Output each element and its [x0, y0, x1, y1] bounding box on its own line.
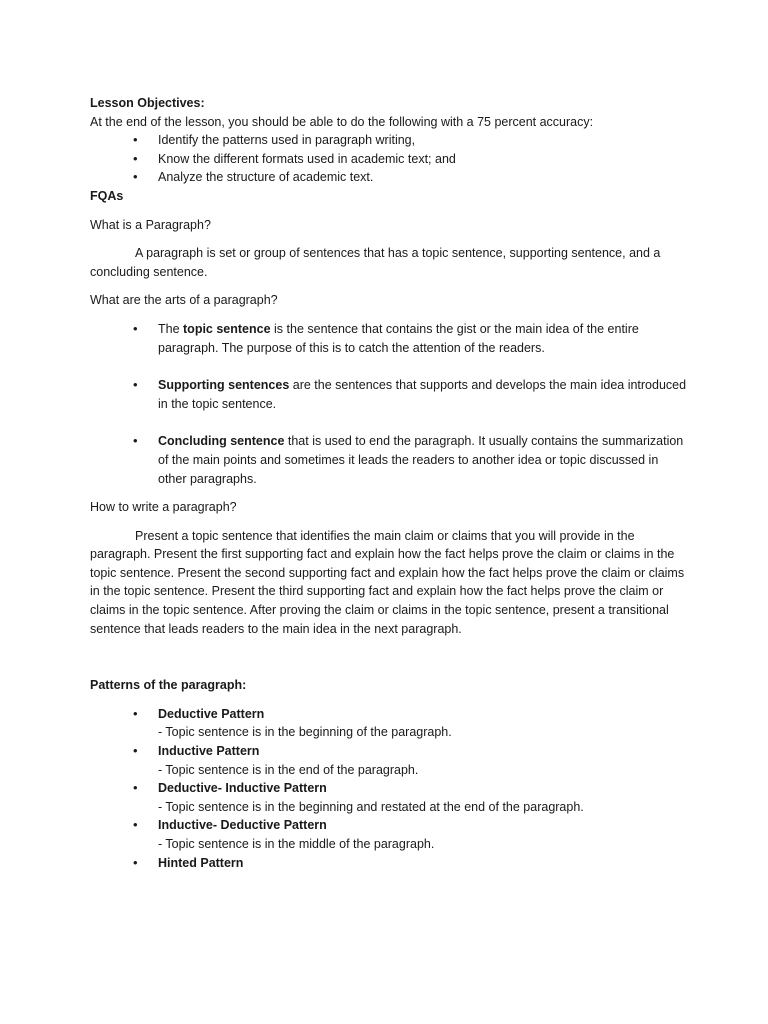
paragraph-parts-list: [90, 320, 690, 488]
list-item: [90, 150, 690, 169]
patterns-heading: Patterns of the paragraph:: [90, 678, 247, 693]
pattern-description: - Topic sentence is in the end of the paragraph.: [158, 762, 419, 777]
part-term: Concluding sentence: [158, 434, 285, 449]
part-description: is the sentence that contains the gist or the main idea of the entire paragraph. The purpose of this is to catch the attention of the readers.: [158, 321, 639, 355]
part-description: are the sentences that supports and develops the main idea introduced in the topic sentence.: [158, 378, 687, 411]
pattern-name: Deductive- Inductive Pattern: [158, 781, 327, 796]
answer-how-to-write: Present a topic sentence that identifies the main claim or claims that you will provide in the paragraph. Present the first supporting fact and explain how the fact helps prove the claim or claims in the topic sentence. Present the second supporting fact and explain how the fact helps prove the claim or claims in the topic sentence. Present the third supporting fact and explain how the fact helps prove the claim or claims in the topic sentence. After proving the claim or claims in the topic sentence, present a transitional sentence that leads readers to the main idea in the next paragraph.: [90, 528, 685, 636]
pattern-name: Deductive Pattern: [158, 706, 265, 721]
patterns-list: [90, 705, 690, 872]
pattern-name: Hinted Pattern: [158, 855, 244, 870]
list-item-text: Identify the patterns used in paragraph writing,: [158, 133, 416, 148]
list-item-text: Know the different formats used in academic text; and: [158, 151, 456, 166]
question-how-to-write: How to write a paragraph?: [90, 500, 237, 515]
list-item: [90, 320, 690, 357]
document-page: [90, 94, 690, 872]
faqs-heading: FQAs: [90, 188, 124, 203]
bullet-icon: •: [133, 433, 138, 449]
question-parts-of-paragraph: What are the arts of a paragraph?: [90, 293, 278, 308]
objectives-intro: At the end of the lesson, you should be able to do the following with a 75 percent accuracy:: [90, 114, 594, 129]
bullet-icon: •: [133, 150, 138, 166]
part-term: topic sentence: [183, 321, 271, 336]
pattern-description: - Topic sentence is in the middle of the paragraph.: [158, 837, 435, 851]
list-item: [90, 432, 690, 488]
list-item: [90, 705, 690, 742]
bullet-icon: •: [133, 377, 138, 393]
bullet-icon: •: [133, 169, 138, 185]
bullet-icon: •: [133, 817, 138, 833]
bullet-icon: •: [133, 132, 138, 148]
question-what-is-paragraph: What is a Paragraph?: [90, 217, 211, 232]
list-item: [90, 779, 690, 816]
bullet-icon: •: [133, 780, 138, 796]
part-description: that is used to end the paragraph. It usually contains the summarization of the main points and sometimes it leads the readers to another idea or topic discussed in other paragraphs.: [158, 434, 684, 486]
list-item-text: Analyze the structure of academic text.: [158, 170, 374, 185]
pattern-name: Inductive Pattern: [158, 744, 260, 759]
objectives-heading: Lesson Objectives:: [90, 96, 205, 110]
list-item: [90, 131, 690, 150]
bullet-icon: •: [133, 743, 138, 759]
objectives-list: [90, 131, 690, 187]
pattern-description: - Topic sentence is in the beginning of the paragraph.: [158, 725, 452, 740]
answer-what-is-paragraph: A paragraph is set or group of sentences that has a topic sentence, supporting sentence, and a concluding sentence.: [90, 246, 661, 279]
list-item: [90, 742, 690, 779]
list-item: [90, 816, 690, 853]
list-item: [90, 376, 690, 413]
list-item: [90, 854, 690, 873]
part-term: Supporting sentences: [158, 378, 290, 393]
bullet-icon: •: [133, 320, 138, 336]
part-prefix: The: [158, 321, 184, 336]
pattern-description: - Topic sentence is in the beginning and restated at the end of the paragraph.: [158, 799, 584, 814]
pattern-name: Inductive- Deductive Pattern: [158, 818, 327, 833]
bullet-icon: •: [133, 854, 138, 870]
bullet-icon: •: [133, 705, 138, 721]
list-item: [90, 168, 690, 187]
